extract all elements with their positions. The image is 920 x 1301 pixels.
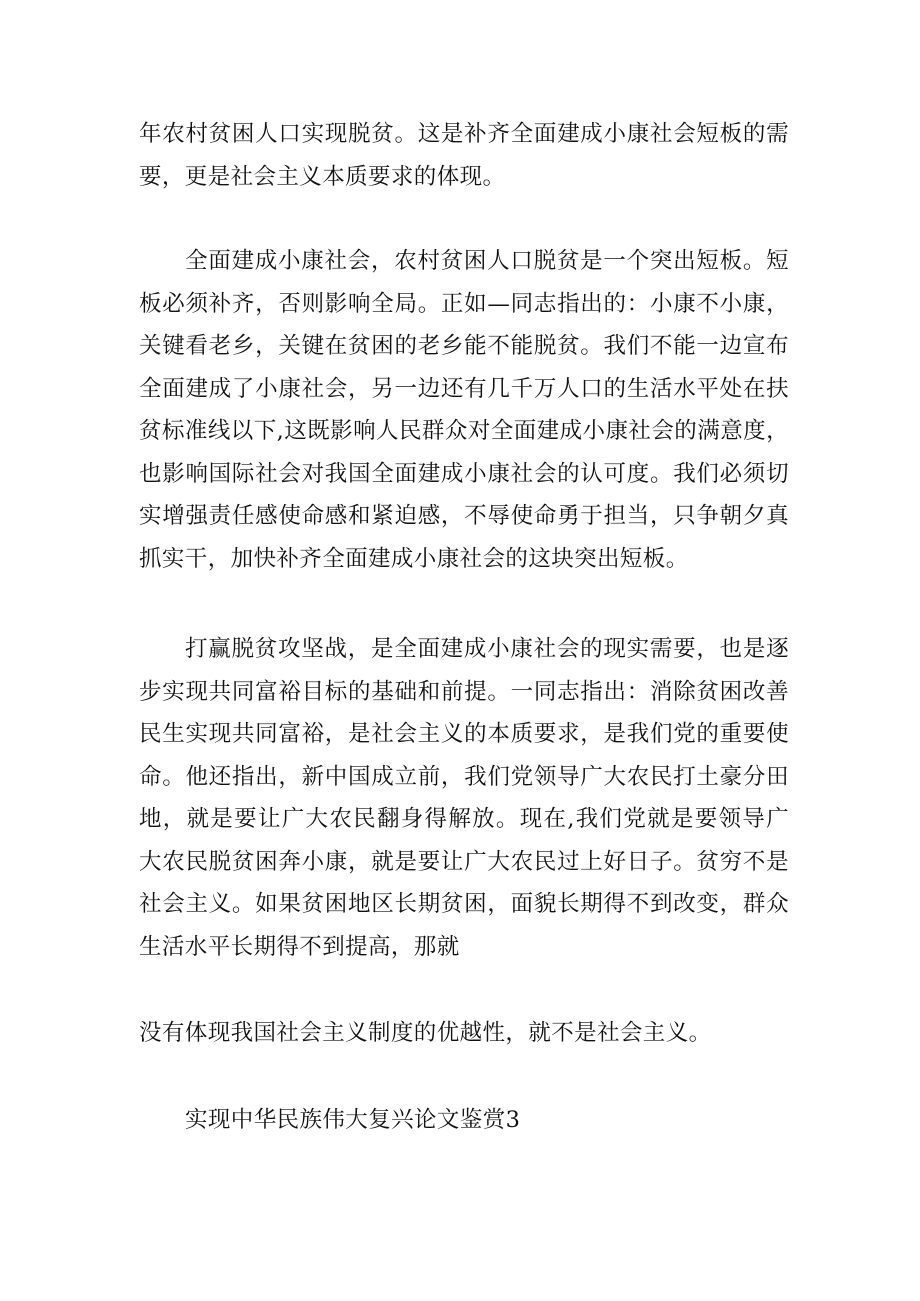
- text-line: 没有体现我国社会主义制度的优越性，就不是社会主义。: [139, 1020, 712, 1046]
- text-line: 生活水平长期得不到提高，那就: [139, 933, 460, 960]
- heading-text: 实现中华民族伟大复兴论文鉴赏3: [185, 1107, 521, 1133]
- paragraph-1: [139, 113, 789, 198]
- text-line: 也影响国际社会对我国全面建成小康社会的认可度。我们必须切: [139, 460, 789, 487]
- text-line: 民生实现共同富裕，是社会主义的本质要求，是我们党的重要使: [139, 721, 789, 747]
- text-line: 步实现共同富裕目标的基础和前提。一同志指出：消除贫困改善: [139, 678, 789, 705]
- text-line: 要，更是社会主义本质要求的体现。: [139, 163, 506, 190]
- text-line: 命。他还指出，新中国成立前，我们党领导广大农民打土豪分田: [139, 763, 789, 790]
- text-line: 全面建成了小康社会，另一边还有几千万人口的生活水平处在扶: [139, 375, 789, 402]
- text-line: 抓实干，加快补齐全面建成小康社会的这块突出短板。: [139, 545, 689, 572]
- text-line: 地，就是要让广大农民翻身得解放。现在,我们党就是要领导广: [139, 806, 789, 832]
- text-line: 大农民脱贫困奔小康，就是要让广大农民过上好日子。贫穷不是: [139, 848, 789, 875]
- section-heading: [139, 1099, 789, 1142]
- paragraph-4: [139, 1012, 789, 1055]
- text-line: 关键看老乡，关键在贫困的老乡能不能脱贫。我们不能一边宣布: [139, 333, 789, 359]
- text-line: 贫标准线以下,这既影响人民群众对全面建成小康社会的满意度，: [139, 418, 789, 444]
- paragraph-2: [139, 240, 789, 580]
- text-line: 年农村贫困人口实现脱贫。这是补齐全面建成小康社会短板的需: [139, 121, 789, 147]
- text-line: 社会主义。如果贫困地区长期贫困，面貌长期得不到改变，群众: [139, 891, 789, 917]
- text-line: 打赢脱贫攻坚战，是全面建成小康社会的现实需要，也是逐: [185, 636, 789, 662]
- text-line: 实增强责任感使命感和紧迫感，不辱使命勇于担当，只争朝夕真: [139, 503, 789, 529]
- paragraph-3: [139, 628, 789, 968]
- text-line: 板必须补齐，否则影响全局。正如—同志指出的：小康不小康，: [139, 290, 789, 317]
- text-line: 全面建成小康社会，农村贫困人口脱贫是一个突出短板。短: [185, 248, 789, 274]
